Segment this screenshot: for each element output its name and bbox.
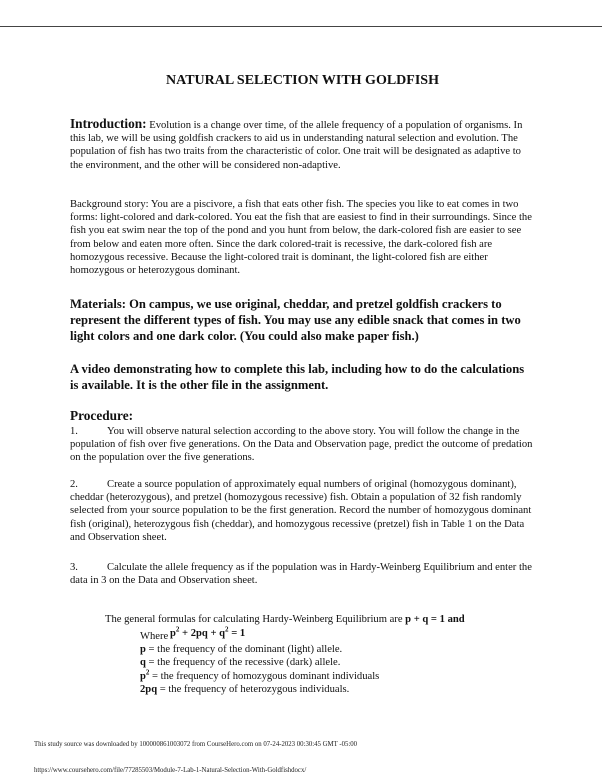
definition-exponent: 2: [145, 668, 150, 677]
definition-text: = the frequency of the recessive (dark) allele.: [145, 657, 341, 669]
formula-eq1: p + q = 1 and: [405, 613, 465, 625]
hw-formula-intro: [105, 613, 535, 626]
formula-eq2-mid: + 2pq + q: [179, 627, 226, 639]
step-text: Create a source population of approximately equal numbers of original (homozygous dominant), cheddar (heterozygous), and pretzel (homozygous recessive) fish. Obtain a population of 32 fish randomly selected from your source population to be the first generation. Record the number of homozygous dominant fish (original), heterozygous fish (cheddar), and homozygous recessive (pretzel) fish in Table 1 on the Data and Observation sheet.: [70, 479, 532, 543]
formula-eq2-exp-p: 2: [175, 625, 180, 634]
where-label: Where: [140, 631, 169, 642]
definition-q: [140, 656, 540, 669]
step-number: 2.: [70, 479, 78, 490]
download-footer: This study source was downloaded by 100000861003072 from CourseHero.com on 07-24-2023 00:30:45 GMT -05:00: [34, 741, 358, 748]
step-number: 3.: [70, 562, 78, 573]
video-note: A video demonstrating how to complete this lab, including how to do the calculations is available. It is the other file in the assignment.: [70, 362, 525, 392]
step-number: 1.: [70, 426, 78, 437]
formula-intro-text: The general formulas for calculating Hardy-Weinberg Equilibrium are: [105, 613, 406, 625]
definition-symbol: 2pq: [140, 683, 158, 695]
source-url[interactable]: https://www.coursehero.com/file/77285503/Module-7-Lab-1-Natural-Selection-With-Goldfishdocx/: [34, 767, 307, 774]
definition-symbol: p: [140, 670, 146, 682]
formula-eq2-p: p: [170, 627, 176, 639]
definition-text: = the frequency of homozygous dominant individuals: [149, 670, 380, 682]
intro-heading: Introduction:: [70, 116, 147, 131]
step-text: Calculate the allele frequency as if the population was in Hardy-Weinberg Equilibrium and enter the data in 3 on the Data and Observation sheet.: [70, 562, 532, 587]
procedure-step-3: [70, 561, 535, 587]
definition-text: = the frequency of heterozygous individuals.: [157, 683, 350, 695]
formula-eq2-exp-q: 2: [225, 625, 229, 634]
formula-eq2-end: = 1: [228, 627, 246, 639]
definition-2pq: [140, 683, 540, 696]
definition-symbol: q: [140, 657, 146, 669]
step-text: You will observe natural selection according to the above story. You will follow the change in the population of fish over five generations. On the Data and Observation page, predict the outcome of predation on the population over the five generations.: [70, 426, 533, 464]
background-paragraph: Background story: You are a piscivore, a fish that eats other fish. The species you like to eat comes in two forms: light-colored and dark-colored. You eat the fish that are easiest to find in their surroundings. Since the fish you eat swim near the top of the pond and you hunt from below, the dark-colored fish are easier to see from below and eaten more often. Since the dark colored-trait is recessive, the dark-colored fish are homozygous recessive. Because the light-colored trait is dominant, the light-colored fish are either homozygous or heterozygous dominant.: [70, 199, 532, 277]
procedure-step-1: [70, 425, 535, 465]
definition-symbol: p: [140, 644, 146, 656]
definition-text: = the frequency of the dominant (light) allele.: [145, 644, 343, 656]
page-title: NATURAL SELECTION WITH GOLDFISH: [166, 73, 439, 88]
procedure-heading: Procedure:: [70, 408, 134, 423]
top-rule: [0, 26, 602, 27]
definitions-block: [140, 627, 540, 696]
intro-paragraph: [70, 117, 535, 172]
definition-p-squared: [140, 670, 540, 683]
procedure-step-2: [70, 478, 535, 544]
materials-paragraph: Materials: On campus, we use original, cheddar, and pretzel goldfish crackers to represent the different types of fish. You may use any edible snack that comes in two light colors and one dark color. (You could also make paper fish.): [70, 297, 521, 343]
intro-text: Evolution is a change over time, of the allele frequency of a population of organisms. In this lab, we will be using goldfish crackers to aid us in understanding natural selection and evolution. The population of fish has two traits from the characteristic of color. One trait will be designated as adaptive to the environment, and the other will be considered non-adaptive.: [70, 120, 523, 171]
definition-p: [140, 643, 540, 656]
